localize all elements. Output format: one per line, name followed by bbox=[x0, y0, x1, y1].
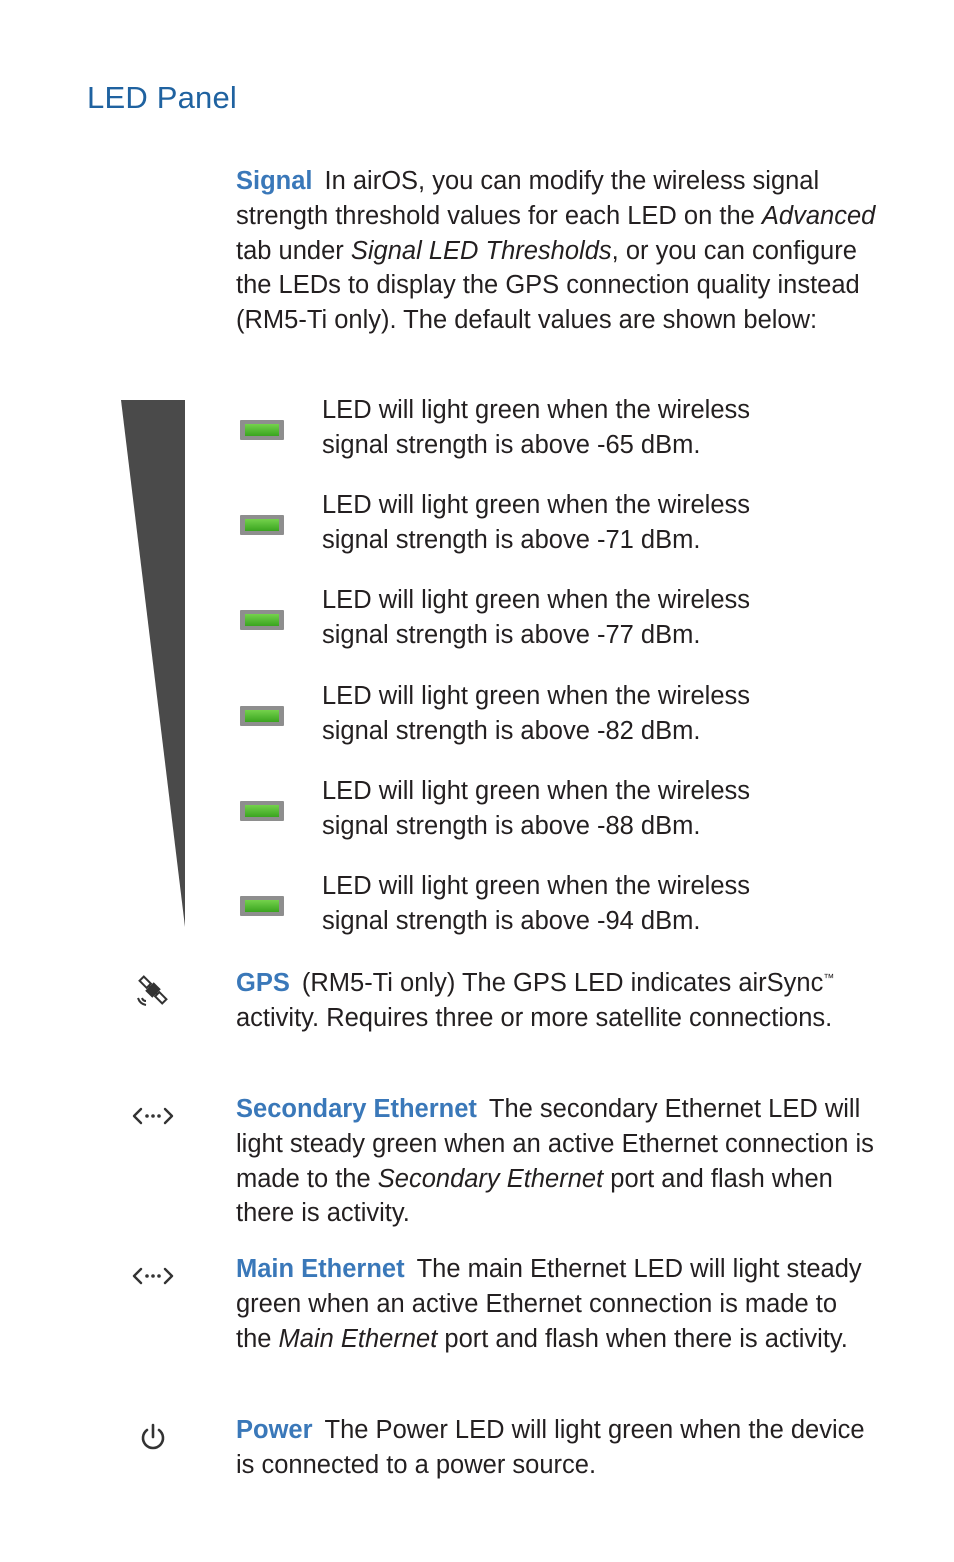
ethernet-arrows-icon bbox=[132, 1099, 174, 1135]
page-heading: LED Panel bbox=[87, 80, 238, 115]
signal-led-row bbox=[236, 491, 876, 565]
main-ethernet-description: Main Ethernet The main Ethernet LED will light steady green when an active Ethernet connection is made to the Main Ethernet port and flash when there is activity. bbox=[236, 1255, 862, 1353]
gps-label: GPS bbox=[236, 969, 290, 997]
signal-led-text: LED will light green when the wireless signal strength is above -94 dBm. bbox=[322, 872, 751, 935]
ethernet-arrows-icon bbox=[132, 1259, 174, 1295]
signal-led-row bbox=[236, 586, 876, 660]
satellite-icon bbox=[132, 972, 174, 1008]
signal-led-row bbox=[236, 777, 876, 851]
power-icon bbox=[132, 1420, 174, 1456]
signal-led-text: LED will light green when the wireless signal strength is above -82 dBm. bbox=[322, 682, 751, 745]
signal-description: Signal In airOS, you can modify the wireless signal strength threshold values for each LED on the Advanced tab under Signal LED Thresholds, or you can configure the LEDs to display the GPS connection quality instead (RM5-Ti only). The default values are shown below: bbox=[236, 167, 876, 335]
signal-led-icon bbox=[240, 610, 284, 630]
signal-led-text: LED will light green when the wireless signal strength is above -77 dBm. bbox=[322, 586, 751, 649]
signal-led-icon bbox=[240, 420, 284, 440]
signal-led-row bbox=[236, 682, 876, 756]
signal-strength-wedge-icon bbox=[120, 399, 186, 929]
power-label: Power bbox=[236, 1416, 313, 1444]
signal-led-row bbox=[236, 396, 876, 470]
gps-description: GPS (RM5-Ti only) The GPS LED indicates airSync™ activity. Requires three or more satellite connections. bbox=[236, 969, 835, 1032]
signal-led-icon bbox=[240, 515, 284, 535]
signal-led-text: LED will light green when the wireless signal strength is above -88 dBm. bbox=[322, 777, 751, 840]
signal-led-icon bbox=[240, 896, 284, 916]
secondary-ethernet-description: Secondary Ethernet The secondary Ethernet LED will light steady green when an active Ethernet connection is made to the Secondary Ethernet port and flash when there is activity. bbox=[236, 1095, 874, 1228]
signal-led-row bbox=[236, 872, 876, 946]
signal-label: Signal bbox=[236, 167, 313, 195]
main-ethernet-label: Main Ethernet bbox=[236, 1255, 405, 1283]
signal-led-text: LED will light green when the wireless signal strength is above -71 dBm. bbox=[322, 491, 751, 554]
power-description: Power The Power LED will light green when the device is connected to a power source. bbox=[236, 1416, 865, 1479]
secondary-ethernet-label: Secondary Ethernet bbox=[236, 1095, 477, 1123]
signal-led-icon bbox=[240, 706, 284, 726]
signal-led-icon bbox=[240, 801, 284, 821]
signal-led-text: LED will light green when the wireless signal strength is above -65 dBm. bbox=[322, 396, 751, 459]
